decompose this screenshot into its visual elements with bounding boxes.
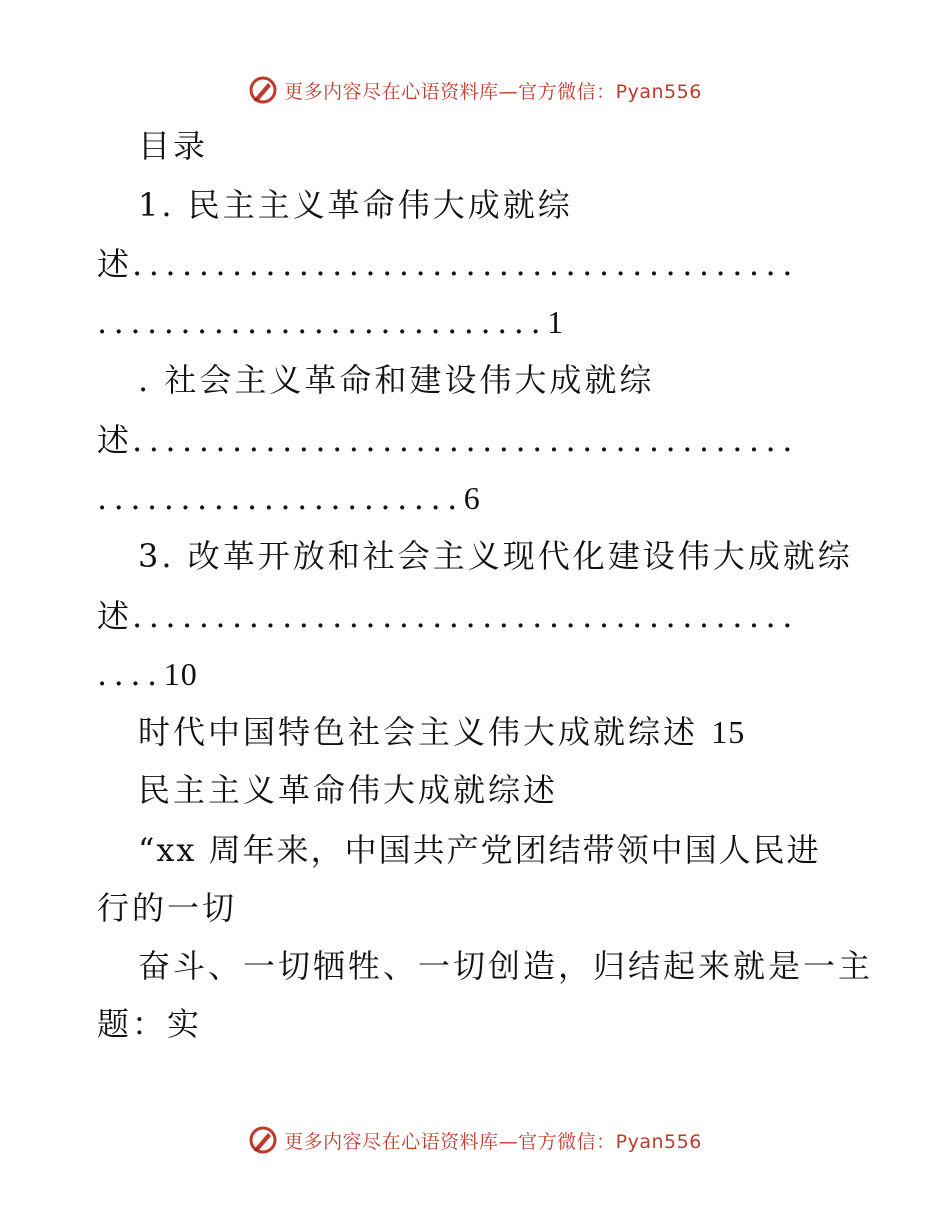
toc-item-4[interactable]: [138, 712, 745, 752]
toc-item-title: 改革开放和社会主义现代化建设伟大成就综: [187, 537, 853, 575]
dot-leader: ........................................: [132, 421, 799, 459]
toc-page-number: 10: [163, 656, 198, 692]
toc-item-title: 社会主义革命和建设伟大成就综: [164, 361, 655, 399]
dot-leader: ......................6: [97, 479, 481, 517]
dot-leader: ........................................: [132, 245, 799, 283]
toc-item-number: 1.: [138, 186, 175, 224]
header-watermark: [0, 70, 950, 110]
section-heading: 民主主义革命伟大成就综述: [138, 771, 559, 809]
dot-leader: ....10: [97, 655, 198, 693]
dot-leader: ........................................: [132, 597, 799, 635]
toc-page-number: 1: [547, 304, 565, 340]
toc-item-2-wrap: 述........................................: [97, 421, 799, 459]
paragraph-1-line-2: 行的一切: [97, 889, 238, 927]
toc-item-number: 3.: [138, 537, 175, 575]
footer-watermark: [0, 1120, 950, 1160]
toc-page-number: 6: [463, 480, 481, 516]
dot-leader: ...........................1: [97, 303, 565, 341]
toc-item-3-wrap: 述........................................: [97, 597, 799, 635]
toc-item-1[interactable]: [138, 185, 573, 225]
pen-logo-icon: [248, 75, 278, 105]
toc-item-number: .: [138, 361, 152, 399]
toc-title: 目录: [138, 127, 209, 165]
paragraph-2-line-1: 奋斗、一切牺牲、一切创造，归结起来就是一主: [138, 947, 874, 985]
toc-item-title: 民主主义革命伟大成就综: [187, 186, 573, 224]
toc-page-number: 15: [711, 714, 746, 750]
toc-item-2[interactable]: [138, 360, 654, 400]
paragraph-1-line-1: “xx 周年来，中国共产党团结带领中国人民进: [138, 831, 821, 869]
watermark-text: 更多内容尽在心语资料库—官方微信：Pyan556: [284, 1130, 702, 1153]
toc-item-1-wrap: 述........................................: [97, 245, 799, 283]
toc-item-title: 时代中国特色社会主义伟大成就综述: [138, 713, 699, 751]
paragraph-2-line-2: 题：实: [97, 1005, 203, 1043]
watermark-text: 更多内容尽在心语资料库—官方微信：Pyan556: [284, 80, 702, 103]
pen-logo-icon: [248, 1125, 278, 1155]
toc-item-3[interactable]: [138, 536, 853, 576]
